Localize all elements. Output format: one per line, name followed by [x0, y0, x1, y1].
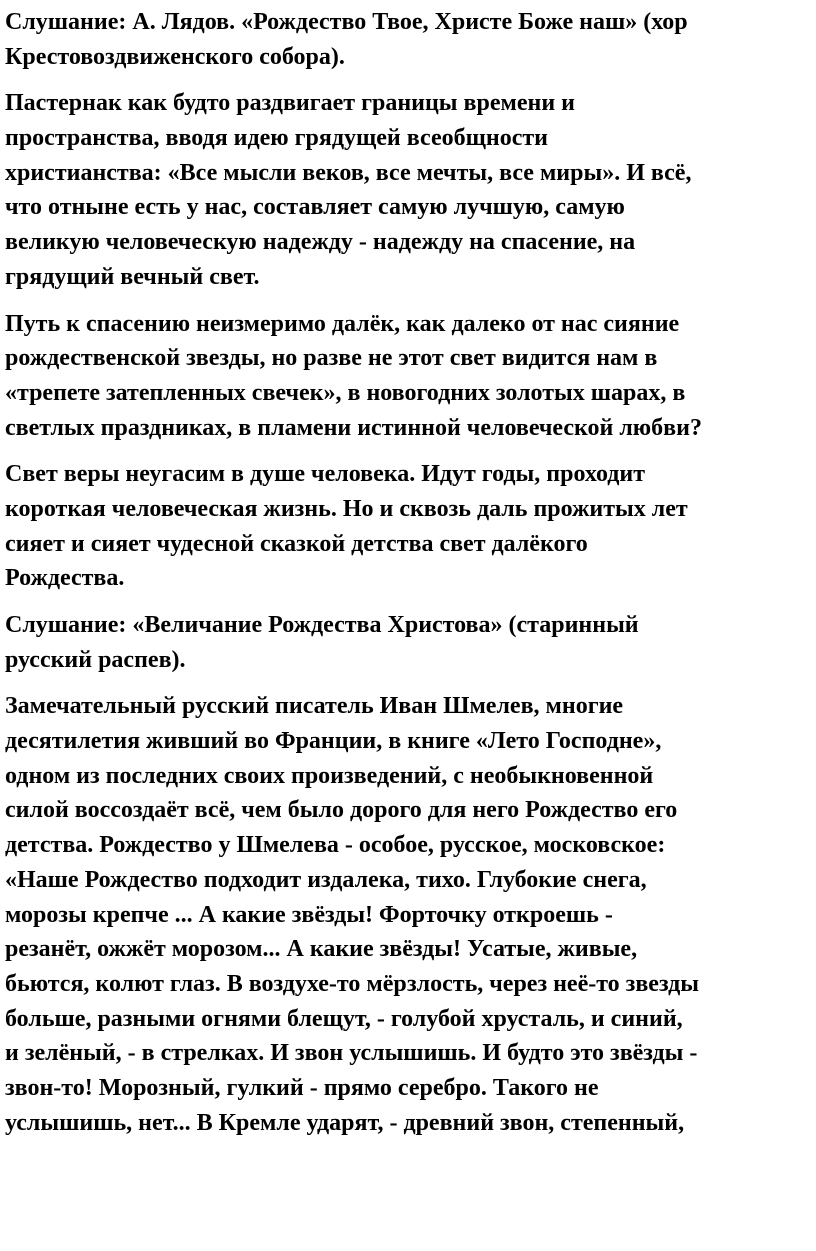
- text-line: больше, разными огнями блещут, - голубой хрусталь, и синий,: [5, 1005, 683, 1032]
- text-line: Замечательный русский писатель Иван Шмелев, многие: [5, 693, 624, 720]
- text-line: десятилетия живший во Франции, в книге «Лето Господне»,: [5, 728, 662, 755]
- paragraph-shmelev: [5, 689, 813, 1140]
- text-line: Крестовоздвиженского собора).: [5, 43, 345, 70]
- text-line: грядущий вечный свет.: [5, 263, 260, 290]
- text-line: «Наше Рождество подходит издалека, тихо. Глубокие снега,: [5, 866, 647, 893]
- text-line: русский распев).: [5, 646, 186, 673]
- text-line: одном из последних своих произведений, с необыкновенной: [5, 762, 654, 789]
- text-line: светлых праздниках, в пламени истинной человеческой любви?: [5, 414, 702, 441]
- text-line: бьются, колют глаз. В воздухе-то мёрзлость, через неё-то звезды: [5, 970, 700, 997]
- paragraph-listening-lyadov: [5, 5, 813, 74]
- text-line: Свет веры неугасим в душе человека. Идут годы, проходит: [5, 461, 646, 488]
- text-line: Слушание: А. Лядов. «Рождество Твое, Христе Боже наш» (хор: [5, 9, 688, 35]
- text-line: Слушание: «Величание Рождества Христова» (старинный: [5, 612, 639, 638]
- document-body: [5, 5, 813, 1152]
- text-line: Пастернак как будто раздвигает границы времени и: [5, 90, 575, 117]
- text-line: Рождества.: [5, 565, 125, 592]
- text-line: и зелёный, - в стрелках. И звон услышишь. И будто это звёзды -: [5, 1040, 698, 1067]
- text-line: что отныне есть у нас, составляет самую лучшую, самую: [5, 194, 625, 221]
- text-line: сияет и сияет чудесной сказкой детства свет далёкого: [5, 530, 588, 557]
- text-line: звон-то! Морозный, гулкий - прямо серебро. Такого не: [5, 1074, 599, 1101]
- paragraph-light-of-faith: [5, 457, 813, 596]
- text-line: «трепете затепленных свечек», в новогодних золотых шарах, в: [5, 379, 686, 406]
- text-line: силой воссоздаёт всё, чем было дорого для него Рождество его: [5, 797, 678, 824]
- text-line: пространства, вводя идею грядущей всеобщности: [5, 125, 548, 152]
- text-line: детства. Рождество у Шмелева - особое, русское, московское:: [5, 832, 666, 859]
- text-line: резанёт, ожжёт морозом... А какие звёзды! Усатые, живые,: [5, 936, 638, 963]
- text-line: морозы крепче ... А какие звёзды! Форточку откроешь -: [5, 901, 613, 928]
- text-line: христианства: «Все мысли веков, все мечты, все миры». И всё,: [5, 159, 692, 186]
- text-line: рождественской звезды, но разве не этот свет видится нам в: [5, 345, 658, 372]
- text-line: короткая человеческая жизнь. Но и сквозь даль прожитых лет: [5, 495, 688, 522]
- text-line: Путь к спасению неизмеримо далёк, как далеко от нас сияние: [5, 310, 680, 337]
- paragraph-path-to-salvation: [5, 307, 813, 446]
- paragraph-listening-velichanie: [5, 608, 813, 677]
- text-line: великую человеческую надежду - надежду на спасение, на: [5, 229, 636, 256]
- text-line: услышишь, нет... В Кремле ударят, - древний звон, степенный,: [5, 1109, 685, 1136]
- paragraph-pasternak: [5, 86, 813, 294]
